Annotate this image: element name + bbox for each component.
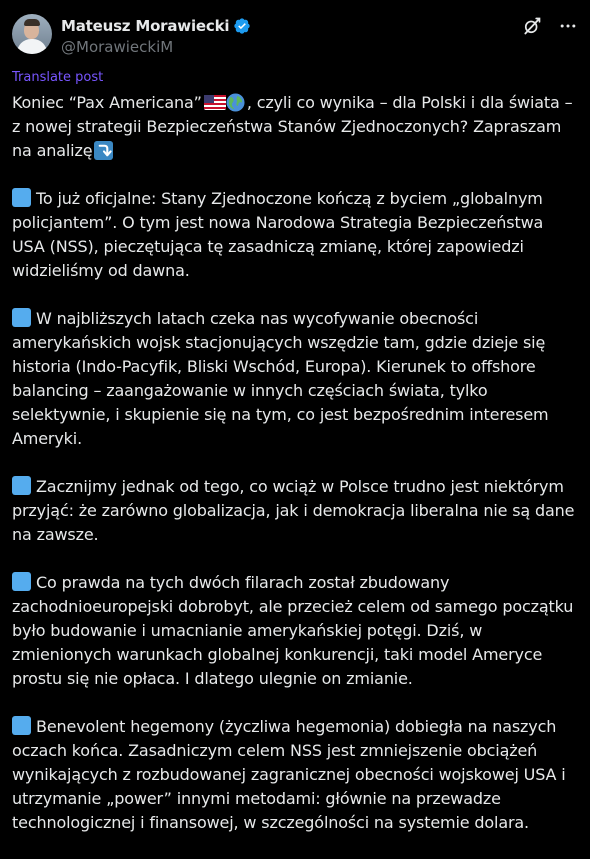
post-paragraph: [12, 307, 578, 451]
blue-square-emoji: [12, 188, 31, 207]
translate-post-link[interactable]: Translate post: [12, 70, 104, 85]
author-handle[interactable]: @MorawieckiM: [61, 38, 174, 56]
header-actions: [522, 14, 578, 38]
paragraph-text: Zacznijmy jednak od tego, co wciąż w Polsce trudno jest niektórym przyjąć: że zarówno globalizacja, jak i demokracja liberalna nie są dane na zawsze.: [12, 477, 575, 544]
more-options-icon[interactable]: [558, 16, 578, 36]
intro-text-after: , czyli co wynika – dla Polski i dla świata – z nowej strategii Bezpieczeństwa Stanów Zjednoczonych? Zapraszam na analizę: [12, 93, 573, 160]
author-display-name[interactable]: Mateusz Morawiecki: [61, 17, 230, 35]
blue-square-emoji: [12, 572, 31, 591]
avatar[interactable]: [12, 14, 52, 54]
paragraph-text: Co prawda na tych dwóch filarach został zbudowany zachodnioeuropejski dobrobyt, ale przecież celem od samego początku było budowanie i umacnianie amerykańskiej potęgi. Dziś, w zmienionych warunkach globalnej konkurencji, taki model Ameryce prostu się nie opłaca. I dlatego ulegnie on zmianie.: [12, 573, 574, 688]
post-paragraph: [12, 187, 578, 283]
blue-square-emoji: [12, 716, 31, 735]
post-paragraph: [12, 715, 578, 835]
globe-emoji: [226, 93, 245, 112]
verified-badge-icon: [233, 17, 251, 35]
post-intro: [12, 91, 578, 163]
post-paragraph: [12, 475, 578, 547]
paragraph-text: Benevolent hegemony (życzliwa hegemonia) dobiegła na naszych oczach końca. Zasadniczym celem NSS jest zmniejszenie obciążeń wynikających z rozbudowanej zagranicznej obecności wojskowej USA i utrzymanie „power” innymi metodami: głównie na przewadze technologicznej i finansowej, w szczególności na systemie dolara.: [12, 717, 566, 832]
post-header: [12, 14, 578, 62]
arrow-curving-down-emoji: [94, 141, 113, 160]
post-paragraph: [12, 571, 578, 691]
grok-icon[interactable]: [522, 16, 542, 36]
author-name-row[interactable]: [61, 16, 251, 36]
intro-text-before: Koniec “Pax Americana”: [12, 93, 202, 112]
blue-square-emoji: [12, 476, 31, 495]
paragraph-text: To już oficjalne: Stany Zjednoczone kończą z byciem „globalnym policjantem”. O tym jest nowa Narodowa Strategia Bezpieczeństwa USA (NSS), pieczętująca tę zasadniczą zmianę, której zapowiedzi widzieliśmy od dawna.: [12, 189, 544, 280]
paragraph-text: W najbliższych latach czeka nas wycofywanie obecności amerykańskich wojsk stacjonujących wszędzie tam, gdzie dzieje się historia (Indo-Pacyfik, Bliski Wschód, Europa). Kierunek to offshore balancing – zaangażowanie w innych częściach świata, tylko selektywnie, i skupienie się na tym, co jest bezpośrednim interesem Ameryki.: [12, 309, 549, 448]
us-flag-emoji: [204, 95, 226, 110]
blue-square-emoji: [12, 308, 31, 327]
post-text: [12, 91, 578, 859]
